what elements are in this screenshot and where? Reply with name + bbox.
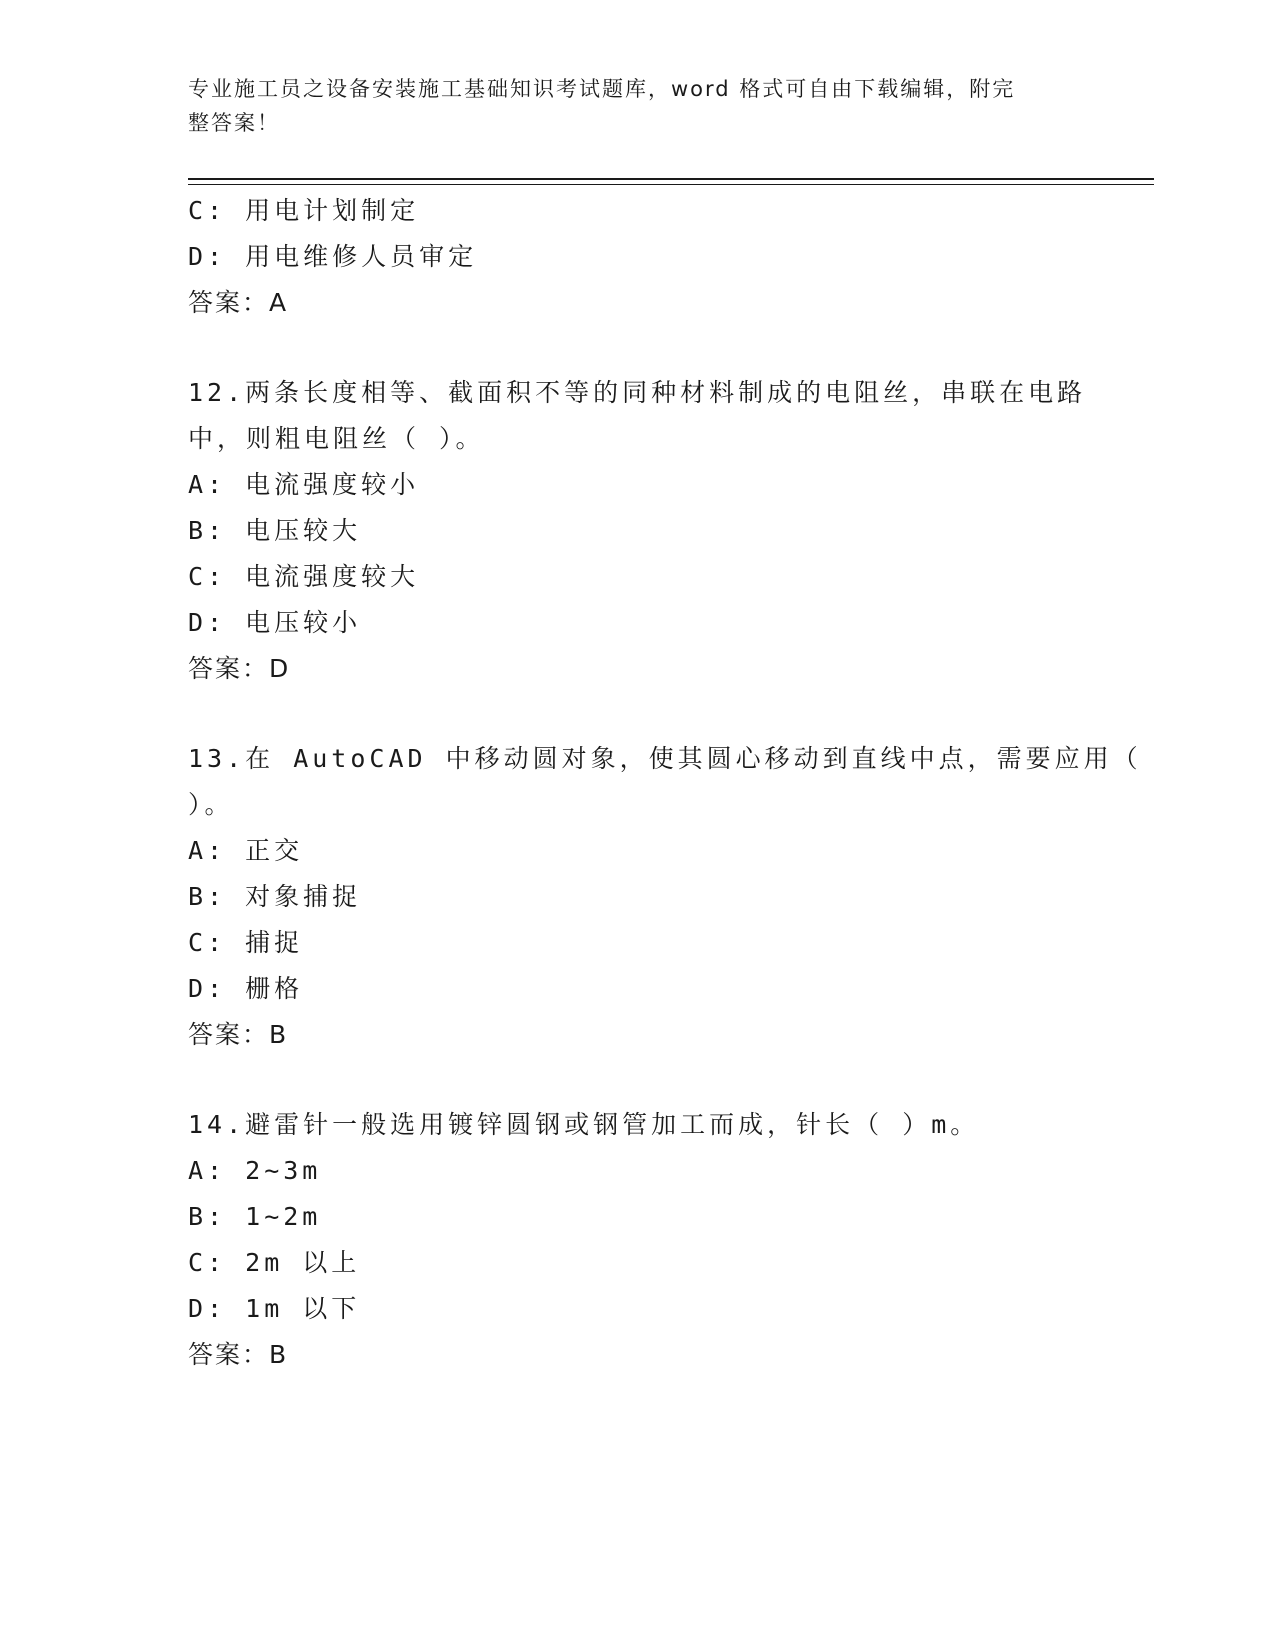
question-stem-continued: 中，则粗电阻丝（ ）。 bbox=[188, 424, 485, 453]
option-d: D: 栅格 bbox=[188, 974, 304, 1003]
option-b: B: 对象捕捉 bbox=[188, 882, 362, 911]
header-divider bbox=[188, 178, 1154, 180]
option-c: C: 用电计划制定 bbox=[188, 196, 420, 225]
option-c: C: 2m 以上 bbox=[188, 1248, 361, 1277]
question-stem: 13.在 AutoCAD 中移动圆对象，使其圆心移动到直线中点，需要应用（ bbox=[188, 744, 1142, 773]
option-b: B: 1~2m bbox=[188, 1202, 322, 1231]
option-a: A: 2~3m bbox=[188, 1156, 322, 1185]
header-line-2: 整答案！ bbox=[188, 111, 280, 135]
question-13 bbox=[188, 736, 1142, 1058]
option-d: D: 1m 以下 bbox=[188, 1294, 361, 1323]
option-d: D: 电压较小 bbox=[188, 608, 362, 637]
answer: 答案：B bbox=[188, 1020, 289, 1049]
option-a: A: 正交 bbox=[188, 836, 304, 865]
option-b: B: 电压较大 bbox=[188, 516, 362, 545]
header-divider-thin bbox=[188, 184, 1154, 185]
question-stem: 14.避雷针一般选用镀锌圆钢或钢管加工而成，针长（ ）m。 bbox=[188, 1110, 980, 1139]
question-stem: 12.两条长度相等、截面积不等的同种材料制成的电阻丝，串联在电路 bbox=[188, 378, 1087, 407]
answer: 答案：A bbox=[188, 288, 289, 317]
answer: 答案：B bbox=[188, 1340, 289, 1369]
document-header bbox=[188, 72, 1068, 140]
option-c: C: 捕捉 bbox=[188, 928, 304, 957]
question-list bbox=[188, 188, 1142, 1378]
option-c: C: 电流强度较大 bbox=[188, 562, 420, 591]
question-11-continued bbox=[188, 188, 1088, 326]
answer: 答案：D bbox=[188, 654, 291, 683]
option-d: D: 用电维修人员审定 bbox=[188, 242, 478, 271]
question-12 bbox=[188, 370, 1088, 692]
question-14 bbox=[188, 1102, 1088, 1378]
option-a: A: 电流强度较小 bbox=[188, 470, 420, 499]
question-stem-continued: ）。 bbox=[188, 790, 234, 819]
header-line-1: 专业施工员之设备安装施工基础知识考试题库，word 格式可自由下载编辑，附完 bbox=[188, 77, 1016, 101]
